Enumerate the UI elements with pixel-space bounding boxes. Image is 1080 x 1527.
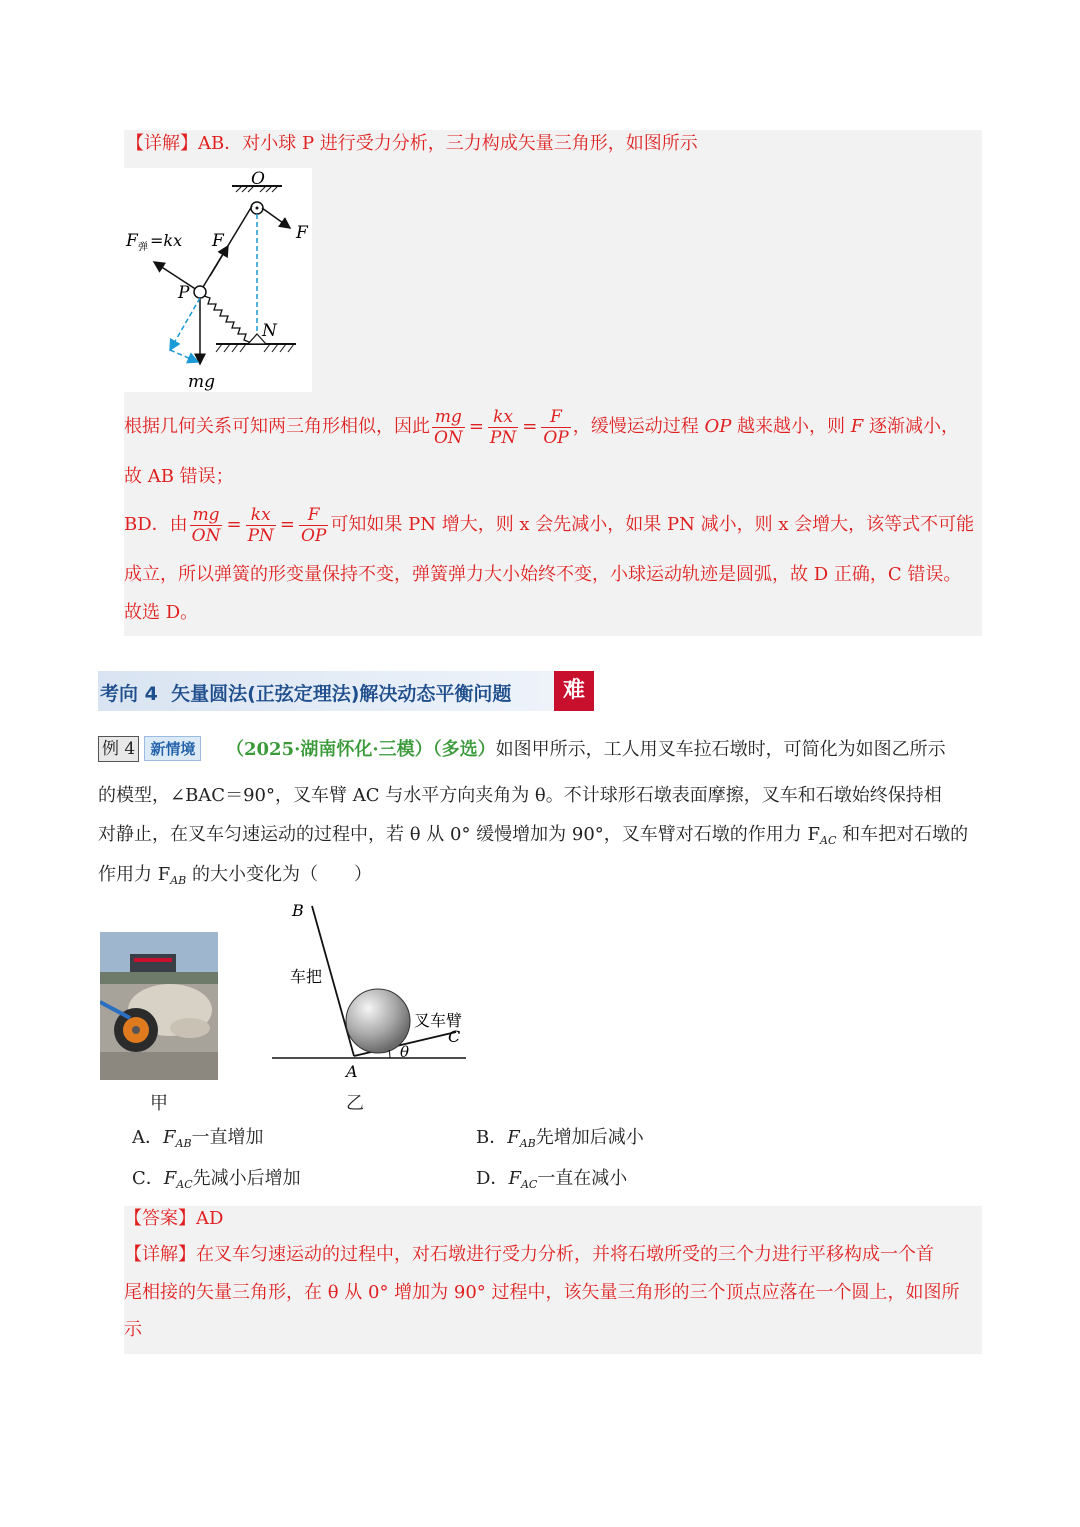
question-line-4: 作用力 $F_{AB}$ 的大小变化为（ ）: [98, 864, 372, 887]
question-line-3: 对静止，在叉车匀速运动的过程中，若 θ 从 0° 缓慢增加为 90°，叉车臂对石墩的作用力 $F_{AC}$ 和车把对石墩的: [98, 824, 969, 847]
detail-line-3: 示: [124, 1319, 142, 1340]
photo-forklift-svg: [100, 932, 218, 1080]
section-title: 考向 4 矢量圆法(正弦定理法)解决动态平衡问题: [100, 683, 512, 705]
option-b[interactable]: B．$F_{AB}$先增加后减小: [476, 1127, 644, 1150]
label-O: O: [251, 169, 265, 189]
frac-kx-PN-2: $\frac{kx}{PN}$: [247, 504, 274, 546]
label-spring-sub: 弹: [138, 242, 148, 253]
forklift-diagram: [268, 898, 468, 1088]
option-c[interactable]: C．$F_{AC}$先减小后增加: [132, 1168, 301, 1191]
answer-line: 【答案】AD: [124, 1208, 224, 1229]
label-C: C: [448, 1027, 461, 1046]
label-F-rope: F: [212, 231, 224, 251]
label-handle: 车把: [290, 967, 323, 986]
bd-line: BD．由 $\frac{mg}{ON}$ = $\frac{kx}{PN}$ = $\frac{F}{OP}$ 可知如果 PN 增大，则 x 会先减小，如果 PN 减小，则 x 会增大，该等式不可能: [124, 504, 975, 546]
label-theta: θ: [400, 1043, 410, 1061]
label-mg: mg: [188, 372, 216, 392]
question-source: （2025·湖南怀化·三模）（多选）: [226, 739, 496, 760]
label-F-right: F: [296, 223, 308, 243]
detail-line-1: 【详解】在叉车匀速运动的过程中，对石墩进行受力分析，并将石墩所受的三个力进行平移构成一个首: [124, 1244, 934, 1265]
similarity-line: 根据几何关系可知两三角形相似，因此 $\frac{mg}{ON}$ = $\frac{kx}{PN}$ = $\frac{F}{OP}$ ，缓慢运动过程 OP 越来越小，则 F 逐渐减小，: [124, 406, 960, 448]
difficulty-badge: 难: [554, 671, 594, 711]
example-header: [98, 736, 201, 762]
similarity-pre: 根据几何关系可知两三角形相似，因此: [124, 416, 430, 437]
label-spring-rhs: =kx: [150, 231, 183, 250]
choose-d-line: 故选 D。: [124, 602, 199, 623]
label-P: P: [178, 283, 190, 303]
question-line-1: （2025·湖南怀化·三模）（多选）如图甲所示，工人用叉车拉石墩时，可简化为如图乙所示: [226, 739, 946, 760]
detail-intro: 【详解】AB．对小球 P 进行受力分析，三力构成矢量三角形，如图所示: [126, 133, 698, 154]
frac-F-OP: $\frac{F}{OP}$: [543, 406, 569, 448]
frac-mg-ON-2: $\frac{mg}{ON}$: [191, 504, 221, 546]
frac-mg-ON: $\frac{mg}{ON}$: [434, 406, 463, 448]
label-F-spring: F: [126, 231, 138, 251]
label-B: B: [292, 901, 304, 920]
conclusion-line: 成立，所以弹簧的形变量保持不变，弹簧弹力大小始终不变，小球运动轨迹是圆弧，故 D 正确，C 错误。: [124, 564, 962, 585]
option-a[interactable]: A．$F_{AB}$一直增加: [132, 1127, 264, 1150]
example-label: 例 4: [98, 736, 139, 762]
force-diagram-1: [124, 168, 312, 392]
new-scenario-badge: 新情境: [144, 736, 201, 761]
frac-F-OP-2: $\frac{F}{OP}$: [301, 504, 327, 546]
detail-line-2: 尾相接的矢量三角形，在 θ 从 0° 增加为 90° 过程中，该矢量三角形的三个顶点应落在一个圆上，如图所: [124, 1282, 960, 1303]
label-jia: 甲: [150, 1093, 168, 1114]
photo-forklift: [100, 932, 218, 1080]
label-arm: 叉车臂: [414, 1011, 463, 1030]
ab-wrong-line: 故 AB 错误；: [124, 466, 234, 487]
option-d[interactable]: D．$F_{AC}$一直在减小: [476, 1168, 628, 1191]
forklift-diagram-svg: [268, 898, 468, 1088]
force-diagram-svg: [124, 168, 312, 392]
frac-kx-PN: $\frac{kx}{PN}$: [489, 406, 517, 448]
answer-box: [124, 1206, 982, 1354]
question-line-2: 的模型，∠BAC＝90°，叉车臂 AC 与水平方向夹角为 θ。不计球形石墩表面摩擦，叉车和石墩始终保持相: [98, 785, 942, 806]
label-A: A: [346, 1062, 358, 1081]
label-yi: 乙: [346, 1093, 364, 1114]
label-N: N: [262, 321, 277, 341]
